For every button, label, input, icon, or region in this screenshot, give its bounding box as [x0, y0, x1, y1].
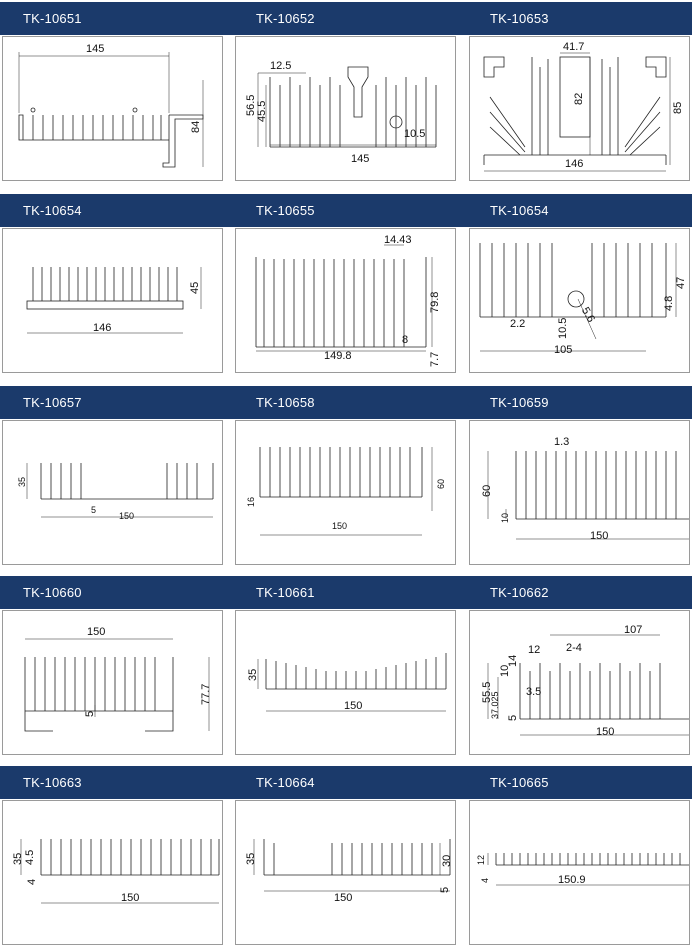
- product-code: TK-10657: [23, 395, 82, 410]
- dimension-label: 150: [596, 726, 615, 738]
- dimension-label: 14.43: [384, 234, 412, 246]
- dimension-label: 150: [119, 511, 135, 521]
- profile-drawing-panel: [469, 36, 690, 181]
- dimension-label: 35: [247, 668, 259, 681]
- product-code: TK-10665: [490, 775, 549, 790]
- row-header-band-5: [0, 766, 692, 799]
- dimension-label: 150: [334, 892, 353, 904]
- product-code: TK-10655: [256, 203, 315, 218]
- profile-drawing-panel: [469, 800, 690, 945]
- dimension-label: 4: [480, 877, 490, 883]
- product-code: TK-10654: [23, 203, 82, 218]
- profile-drawing-panel: [469, 228, 690, 373]
- dimension-label: 85: [672, 101, 684, 114]
- heatsink-profile-drawing: [3, 229, 223, 373]
- dimension-label: 35: [17, 476, 27, 487]
- dimension-label: 10.5: [557, 317, 569, 339]
- row-header-band-2: [0, 194, 692, 227]
- dimension-label: 82: [573, 92, 585, 105]
- heatsink-profile-drawing: [470, 421, 690, 565]
- profile-drawing-panel: [235, 610, 456, 755]
- product-code: TK-10661: [256, 585, 315, 600]
- dimension-label: 145: [351, 153, 370, 165]
- profile-drawing-panel: [235, 800, 456, 945]
- product-code: TK-10653: [490, 11, 549, 26]
- dimension-label: 56.5: [245, 94, 257, 116]
- heatsink-profile-drawing: [3, 611, 223, 755]
- product-code: TK-10663: [23, 775, 82, 790]
- dimension-label: 35: [245, 852, 257, 865]
- heatsink-profile-drawing: [3, 37, 223, 181]
- profile-drawing-panel: [2, 36, 223, 181]
- heatsink-profile-drawing: [470, 611, 690, 755]
- profile-drawing-panel: [2, 420, 223, 565]
- dimension-label: 150: [332, 521, 348, 531]
- dimension-label: 105: [554, 344, 573, 356]
- dimension-label: 10.5: [404, 128, 426, 140]
- dimension-label: 12.5: [270, 60, 292, 72]
- dimension-label: 14: [507, 654, 519, 667]
- dimension-label: 150: [344, 700, 363, 712]
- dimension-label: 5: [439, 886, 451, 893]
- dimension-label: 3.5: [526, 686, 542, 698]
- row-header-band-1: [0, 2, 692, 35]
- dimension-label: 12: [528, 644, 541, 656]
- dimension-label: 5: [91, 505, 97, 515]
- dimension-label: 7.7: [429, 351, 441, 367]
- profile-drawing-panel: [235, 420, 456, 565]
- profile-drawing-panel: [2, 800, 223, 945]
- dimension-label: 45.5: [256, 100, 268, 122]
- dimension-label: 2-4: [566, 642, 582, 654]
- product-code: TK-10659: [490, 395, 549, 410]
- dimension-label: 5.6: [578, 305, 597, 325]
- heatsink-profile-drawing: [236, 801, 456, 945]
- dimension-label: 60: [436, 478, 446, 489]
- dimension-label: 55.5: [481, 681, 493, 703]
- profile-drawing-panel: [235, 228, 456, 373]
- row-header-band-4: [0, 576, 692, 609]
- dimension-label: 146: [565, 158, 584, 170]
- dimension-label: 150: [121, 892, 140, 904]
- profile-drawing-panel: [235, 36, 456, 181]
- heatsink-profile-drawing: [236, 421, 456, 565]
- profile-drawing-panel: [2, 610, 223, 755]
- dimension-label: 10: [500, 512, 510, 523]
- dimension-label: 150: [590, 530, 609, 542]
- dimension-label: 35: [12, 852, 24, 865]
- profile-drawing-panel: [469, 610, 690, 755]
- dimension-label: 60: [481, 484, 493, 497]
- dimension-label: 145: [86, 43, 105, 55]
- dimension-label: 77.7: [200, 683, 212, 705]
- dimension-label: 8: [402, 334, 409, 346]
- dimension-label: 2.2: [510, 318, 526, 330]
- dimension-label: 107: [624, 624, 643, 636]
- dimension-label: 37.025: [490, 691, 500, 719]
- dimension-label: 10: [499, 664, 511, 677]
- dimension-label: 150.9: [558, 874, 586, 886]
- dimension-label: 12: [476, 854, 486, 865]
- heatsink-profile-drawing: [470, 229, 690, 373]
- dimension-label: 16: [246, 496, 256, 507]
- dimension-label: 5: [84, 710, 96, 717]
- dimension-label: 45: [189, 281, 201, 294]
- product-code: TK-10651: [23, 11, 82, 26]
- dimension-label: 4.5: [24, 849, 36, 865]
- dimension-label: 84: [190, 120, 202, 133]
- product-code: TK-10652: [256, 11, 315, 26]
- product-code: TK-10660: [23, 585, 82, 600]
- heatsink-profile-drawing: [236, 229, 456, 373]
- dimension-label: 79.8: [429, 291, 441, 313]
- dimension-label: 41.7: [563, 41, 585, 53]
- heatsink-profile-drawing: [470, 801, 690, 945]
- row-header-band-3: [0, 386, 692, 419]
- product-code: TK-10654: [490, 203, 549, 218]
- heatsink-profile-drawing: [236, 37, 456, 181]
- heatsink-profile-drawing: [236, 611, 456, 755]
- product-code: TK-10662: [490, 585, 549, 600]
- dimension-label: 146: [93, 322, 112, 334]
- dimension-label: 149.8: [324, 350, 352, 362]
- dimension-label: 150: [87, 626, 106, 638]
- dimension-label: 4.8: [663, 295, 675, 311]
- heatsink-profile-drawing: [3, 801, 223, 945]
- heatsink-profile-drawing: [470, 37, 690, 181]
- dimension-label: 4: [26, 878, 38, 885]
- dimension-label: 1.3: [554, 436, 570, 448]
- profile-drawing-panel: [469, 420, 690, 565]
- dimension-label: 5: [507, 714, 519, 721]
- dimension-label: 30: [441, 854, 453, 867]
- product-code: TK-10658: [256, 395, 315, 410]
- profile-drawing-panel: [2, 228, 223, 373]
- dimension-label: 47: [675, 276, 687, 289]
- heatsink-profile-drawing: [3, 421, 223, 565]
- product-code: TK-10664: [256, 775, 315, 790]
